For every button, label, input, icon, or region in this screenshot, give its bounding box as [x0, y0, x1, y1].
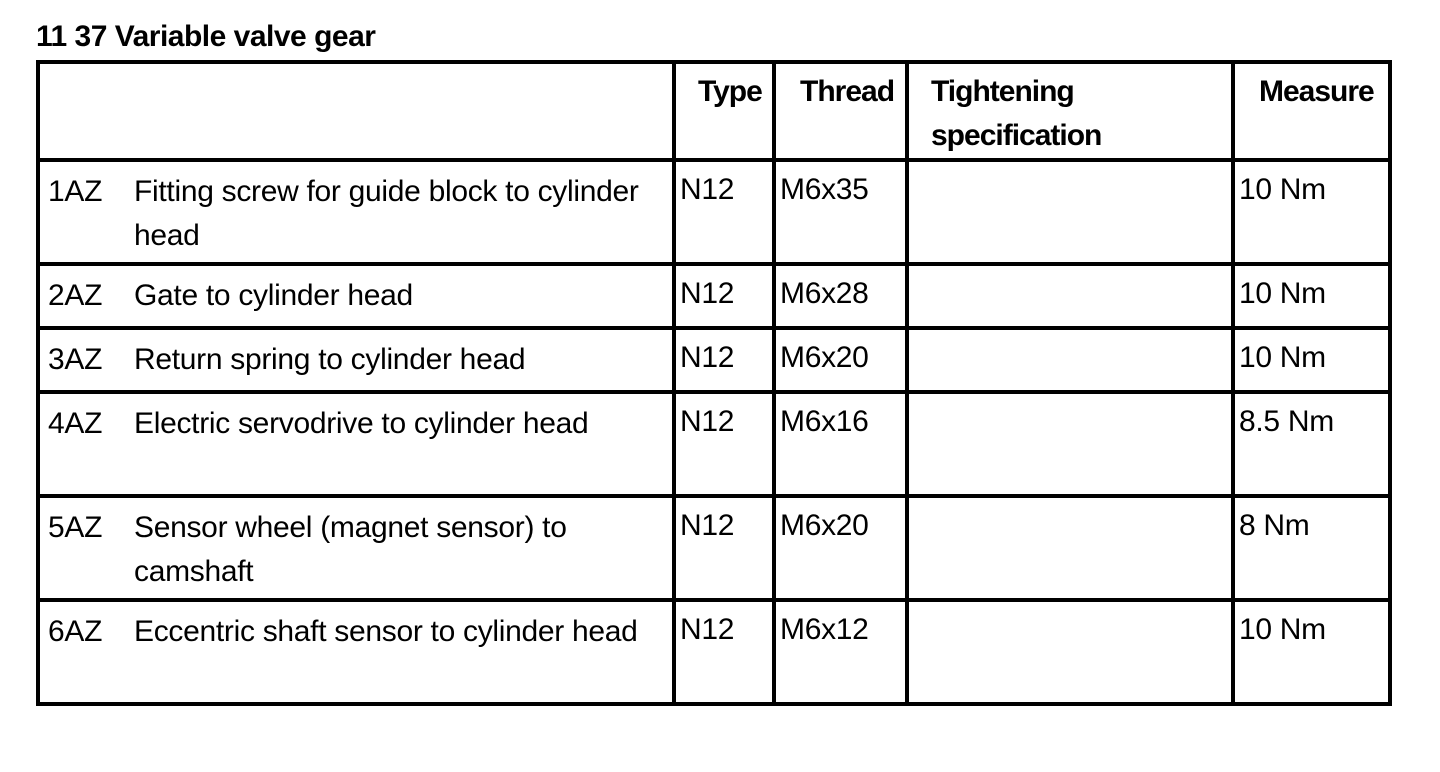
- type-cell: N12: [674, 496, 774, 600]
- type-cell: N12: [674, 328, 774, 392]
- description-cell: [38, 160, 674, 264]
- torque-spec-table: [36, 60, 1392, 706]
- header-description: [38, 62, 674, 160]
- description-text: Sensor wheel (magnet sensor) to camshaft: [134, 511, 567, 588]
- description-cell: [38, 264, 674, 328]
- thread-cell: M6x20: [774, 328, 907, 392]
- tightening-cell: [907, 392, 1233, 496]
- thread-cell: M6x35: [774, 160, 907, 264]
- description-text: Fitting screw for guide block to cylinder head: [134, 175, 639, 252]
- tightening-cell: [907, 264, 1233, 328]
- table-header-row: [38, 62, 1390, 160]
- description-cell: [38, 600, 674, 704]
- position-label: 2AZ: [48, 279, 103, 312]
- description-text: Electric servodrive to cylinder head: [134, 407, 589, 440]
- position-label: 3AZ: [48, 343, 103, 376]
- position-label: 1AZ: [48, 175, 103, 208]
- table-row: [38, 328, 1390, 392]
- thread-cell: M6x16: [774, 392, 907, 496]
- table-row: [38, 496, 1390, 600]
- document-title: 11 37 Variable valve gear: [36, 20, 376, 53]
- thread-cell: M6x12: [774, 600, 907, 704]
- position-label: 6AZ: [48, 615, 103, 648]
- header-type: Type: [674, 62, 774, 160]
- tightening-cell: [907, 496, 1233, 600]
- thread-cell: M6x28: [774, 264, 907, 328]
- tightening-cell: [907, 328, 1233, 392]
- measure-cell: 8.5 Nm: [1233, 392, 1390, 496]
- thread-cell: M6x20: [774, 496, 907, 600]
- table-row: [38, 264, 1390, 328]
- measure-cell: 10 Nm: [1233, 264, 1390, 328]
- type-cell: N12: [674, 264, 774, 328]
- table-row: [38, 600, 1390, 704]
- table-row: [38, 392, 1390, 496]
- header-measure: Measure: [1233, 62, 1390, 160]
- position-label: 5AZ: [48, 511, 103, 544]
- description-text: Return spring to cylinder head: [134, 343, 526, 376]
- measure-cell: 8 Nm: [1233, 496, 1390, 600]
- type-cell: N12: [674, 600, 774, 704]
- header-tightening-specification: Tightening specification: [907, 62, 1233, 160]
- measure-cell: 10 Nm: [1233, 160, 1390, 264]
- description-text: Eccentric shaft sensor to cylinder head: [134, 615, 638, 648]
- tightening-cell: [907, 600, 1233, 704]
- description-cell: [38, 328, 674, 392]
- position-label: 4AZ: [48, 407, 103, 440]
- type-cell: N12: [674, 160, 774, 264]
- measure-cell: 10 Nm: [1233, 328, 1390, 392]
- tightening-cell: [907, 160, 1233, 264]
- description-cell: [38, 392, 674, 496]
- description-cell: [38, 496, 674, 600]
- type-cell: N12: [674, 392, 774, 496]
- measure-cell: 10 Nm: [1233, 600, 1390, 704]
- table-row: [38, 160, 1390, 264]
- header-thread: Thread: [774, 62, 907, 160]
- description-text: Gate to cylinder head: [134, 279, 413, 312]
